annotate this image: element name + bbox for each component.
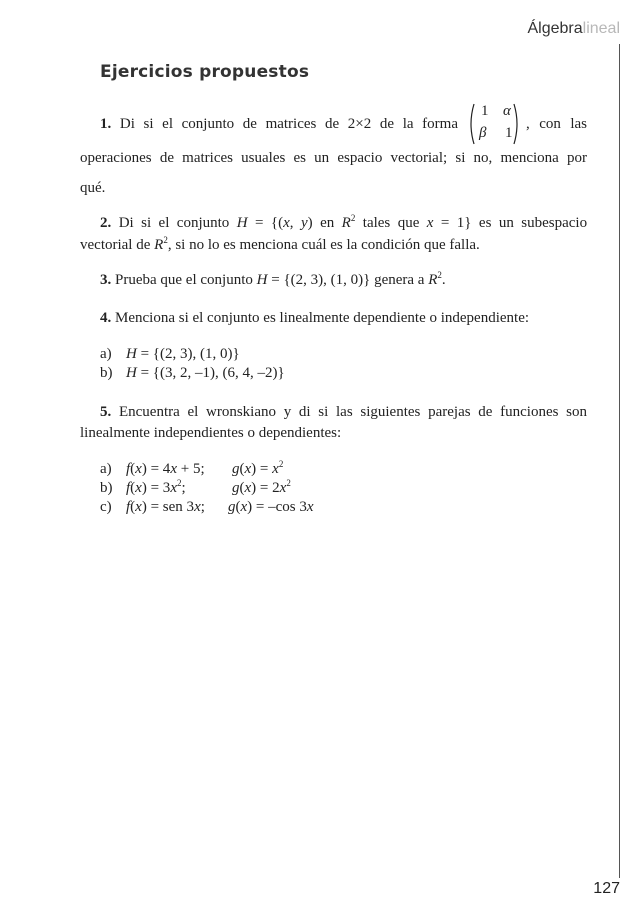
var-x: x [170,480,177,496]
exercise-2-text-c: ) en [307,215,335,231]
left-paren [471,104,474,144]
header-title-light: lineal [582,20,620,37]
item-label: c) [100,499,112,515]
superscript: 2 [286,478,291,488]
set-H-4b: H [126,365,137,381]
exercise-1-line-2: operaciones de matrices usuales es un espacio vectorial; si no, menciona por [80,150,587,166]
header-title-dark: Álgebra [527,20,583,37]
exercise-2-number: 2. [100,215,112,231]
item-text: = {(2, 3), (1, 0)} [140,346,240,362]
superscript: 2 [278,459,284,469]
f-tail: ; [200,499,205,515]
item-text: = {(3, 2, –1), (6, 4, –2)} [140,365,285,381]
set-H-4a: H [126,346,137,362]
exercise-1-text: Di si el conjunto de matrices de 2×2 de la forma [119,116,458,132]
exercise-5-item-c: c) f(x) = sen 3x; [100,499,205,515]
set-R: R [341,215,351,231]
page-number: 127 [593,880,620,897]
exercise-2-line-1 [100,215,587,232]
func-g: g [232,461,240,477]
exercise-5-line-2: linealmente independientes o dependientes: [80,425,342,441]
exercise-1-number: 1. [100,116,112,132]
exercise-5-item-a-g: $g(x) = x^2$ [232,459,284,477]
superscript-2-b: 2 [163,235,168,245]
set-H-3: H [256,272,268,288]
var-y: y [300,215,308,231]
var-x: x [240,499,248,515]
func-g: g [228,499,236,515]
exercise-2-text-e: = 1} es un subespacio [440,215,588,231]
superscript-2-c: 2 [437,270,442,280]
exercise-4-item-b [100,365,285,382]
exercise-5-item-a: a) f(x) = 4x + 5; [100,461,205,477]
func-f: f [126,461,131,477]
matrix-cell-11: 1 [481,103,489,119]
exercise-5-item-b: b) $f(x) = 3x^2$; [100,478,186,496]
right-paren [514,104,517,144]
var-x: x [283,215,290,231]
exercise-5-item-b-g: $g(x) = 2x^2$ [232,478,291,496]
item-label: b) [100,365,113,381]
matrix-cell-22: 1 [505,125,513,141]
f-def: = sen 3 [150,499,195,515]
exercise-2-text-b: = {( [255,215,284,231]
var-x-2: x [426,215,434,231]
var-x: x [170,461,177,477]
exercise-3-text-b: = {(2, 3), (1, 0)} genera a [271,272,425,288]
exercise-1-text-end: , con las [526,116,587,132]
running-header [527,20,620,38]
exercise-5-number: 5. [100,404,112,420]
g-def: = –cos 3 [255,499,307,515]
exercise-2-text-f: vectorial de [80,237,151,253]
exercise-4-number: 4. [100,310,112,326]
var-x: x [244,461,252,477]
exercise-2-text-d: tales que [362,215,420,231]
var-x: x [135,499,142,515]
var-x: x [306,499,314,515]
var-x: x [279,480,287,496]
exercise-5-text-1: Encuentra el wronskiano y di si las siguientes parejas de funciones son [118,404,587,420]
superscript: 2 [176,478,182,488]
comma: , [289,215,301,231]
exercise-3 [100,272,446,289]
set-R-3: R [428,272,438,288]
exercise-3-text-a: Prueba que el conjunto [115,272,253,288]
g-def: = 2 [259,480,280,496]
var-x: x [135,461,142,477]
g-def: = [259,461,269,477]
f-def: = 3 [150,480,171,496]
f-tail: + 5; [176,461,205,477]
item-label: b) [100,480,113,496]
exercise-1-line-1 [100,116,458,133]
var-x: x [194,499,201,515]
item-label: a) [100,346,112,362]
exercise-4-item-a [100,346,240,363]
var-x: x [244,480,252,496]
var-x: x [272,461,279,477]
exercise-3-number: 3. [100,272,112,288]
exercise-1-line-3: qué. [80,180,106,196]
exercise-5-item-c-g: g(x) = –cos 3x [228,499,314,515]
exercise-2-text-a: Di si el conjunto [118,215,230,231]
exercise-2-text-g: , si no lo es menciona cuál es la condición que falla. [167,237,480,253]
period: . [441,272,446,288]
var-x: x [135,480,142,496]
exercise-4 [100,310,529,327]
matrix-cell-12: α [503,103,511,119]
exercise-2-line-2 [80,237,480,254]
f-def: = 4 [150,461,171,477]
exercise-4-text: Menciona si el conjunto es linealmente dependiente o independiente: [115,310,530,326]
set-H: H [236,215,248,231]
matrix-cell-21: β [479,125,487,141]
section-title: Ejercicios propuestos [100,62,310,82]
superscript-2: 2 [350,213,356,223]
exercise-5-line-1 [100,404,587,421]
set-R-2: R [154,237,164,253]
func-f: f [126,480,131,496]
margin-rule [619,44,620,878]
func-f: f [126,499,131,515]
func-g: g [232,480,240,496]
item-label: a) [100,461,112,477]
